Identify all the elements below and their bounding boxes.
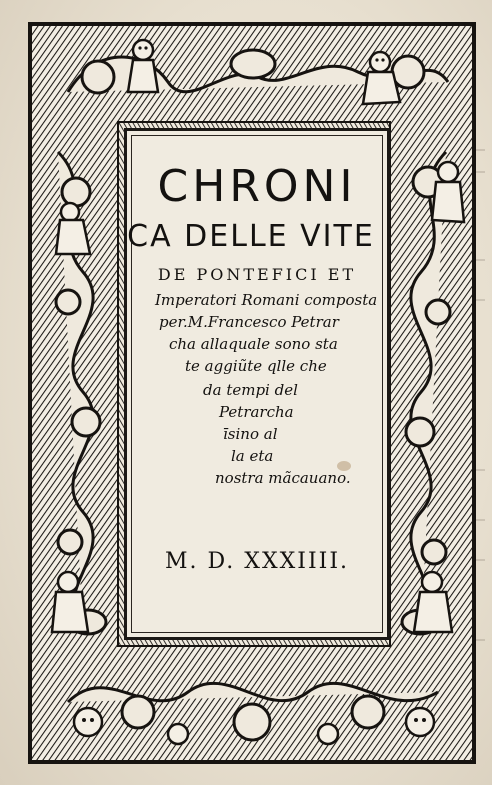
subtitle-line-6: Petrarcha xyxy=(219,403,294,421)
title-line-1: CHRONI xyxy=(157,161,357,212)
subtitle-line-7: īsino al xyxy=(223,425,278,443)
title-line-2: CA DELLE VITE xyxy=(127,219,375,254)
subtitle-line-2: per.M.Francesco Petrar xyxy=(159,313,339,331)
subtitle-line-9: nostra mãcauano. xyxy=(215,469,351,487)
publication-year: M. D. XXXIIII. xyxy=(164,549,350,574)
subtitle-line-4: te aggiũte qlle che xyxy=(185,357,327,375)
subtitle-line-5: da tempi del xyxy=(203,381,298,399)
subtitle-line-3: cha allaquale sono sta xyxy=(169,335,338,353)
subtitle-line-1: Imperatori Romani composta xyxy=(155,291,378,309)
title-line-3: DE PONTEFICI ET xyxy=(157,265,357,284)
subtitle-line-8: la eta xyxy=(231,447,274,465)
title-panel xyxy=(124,128,390,640)
paper-stain xyxy=(337,461,351,471)
